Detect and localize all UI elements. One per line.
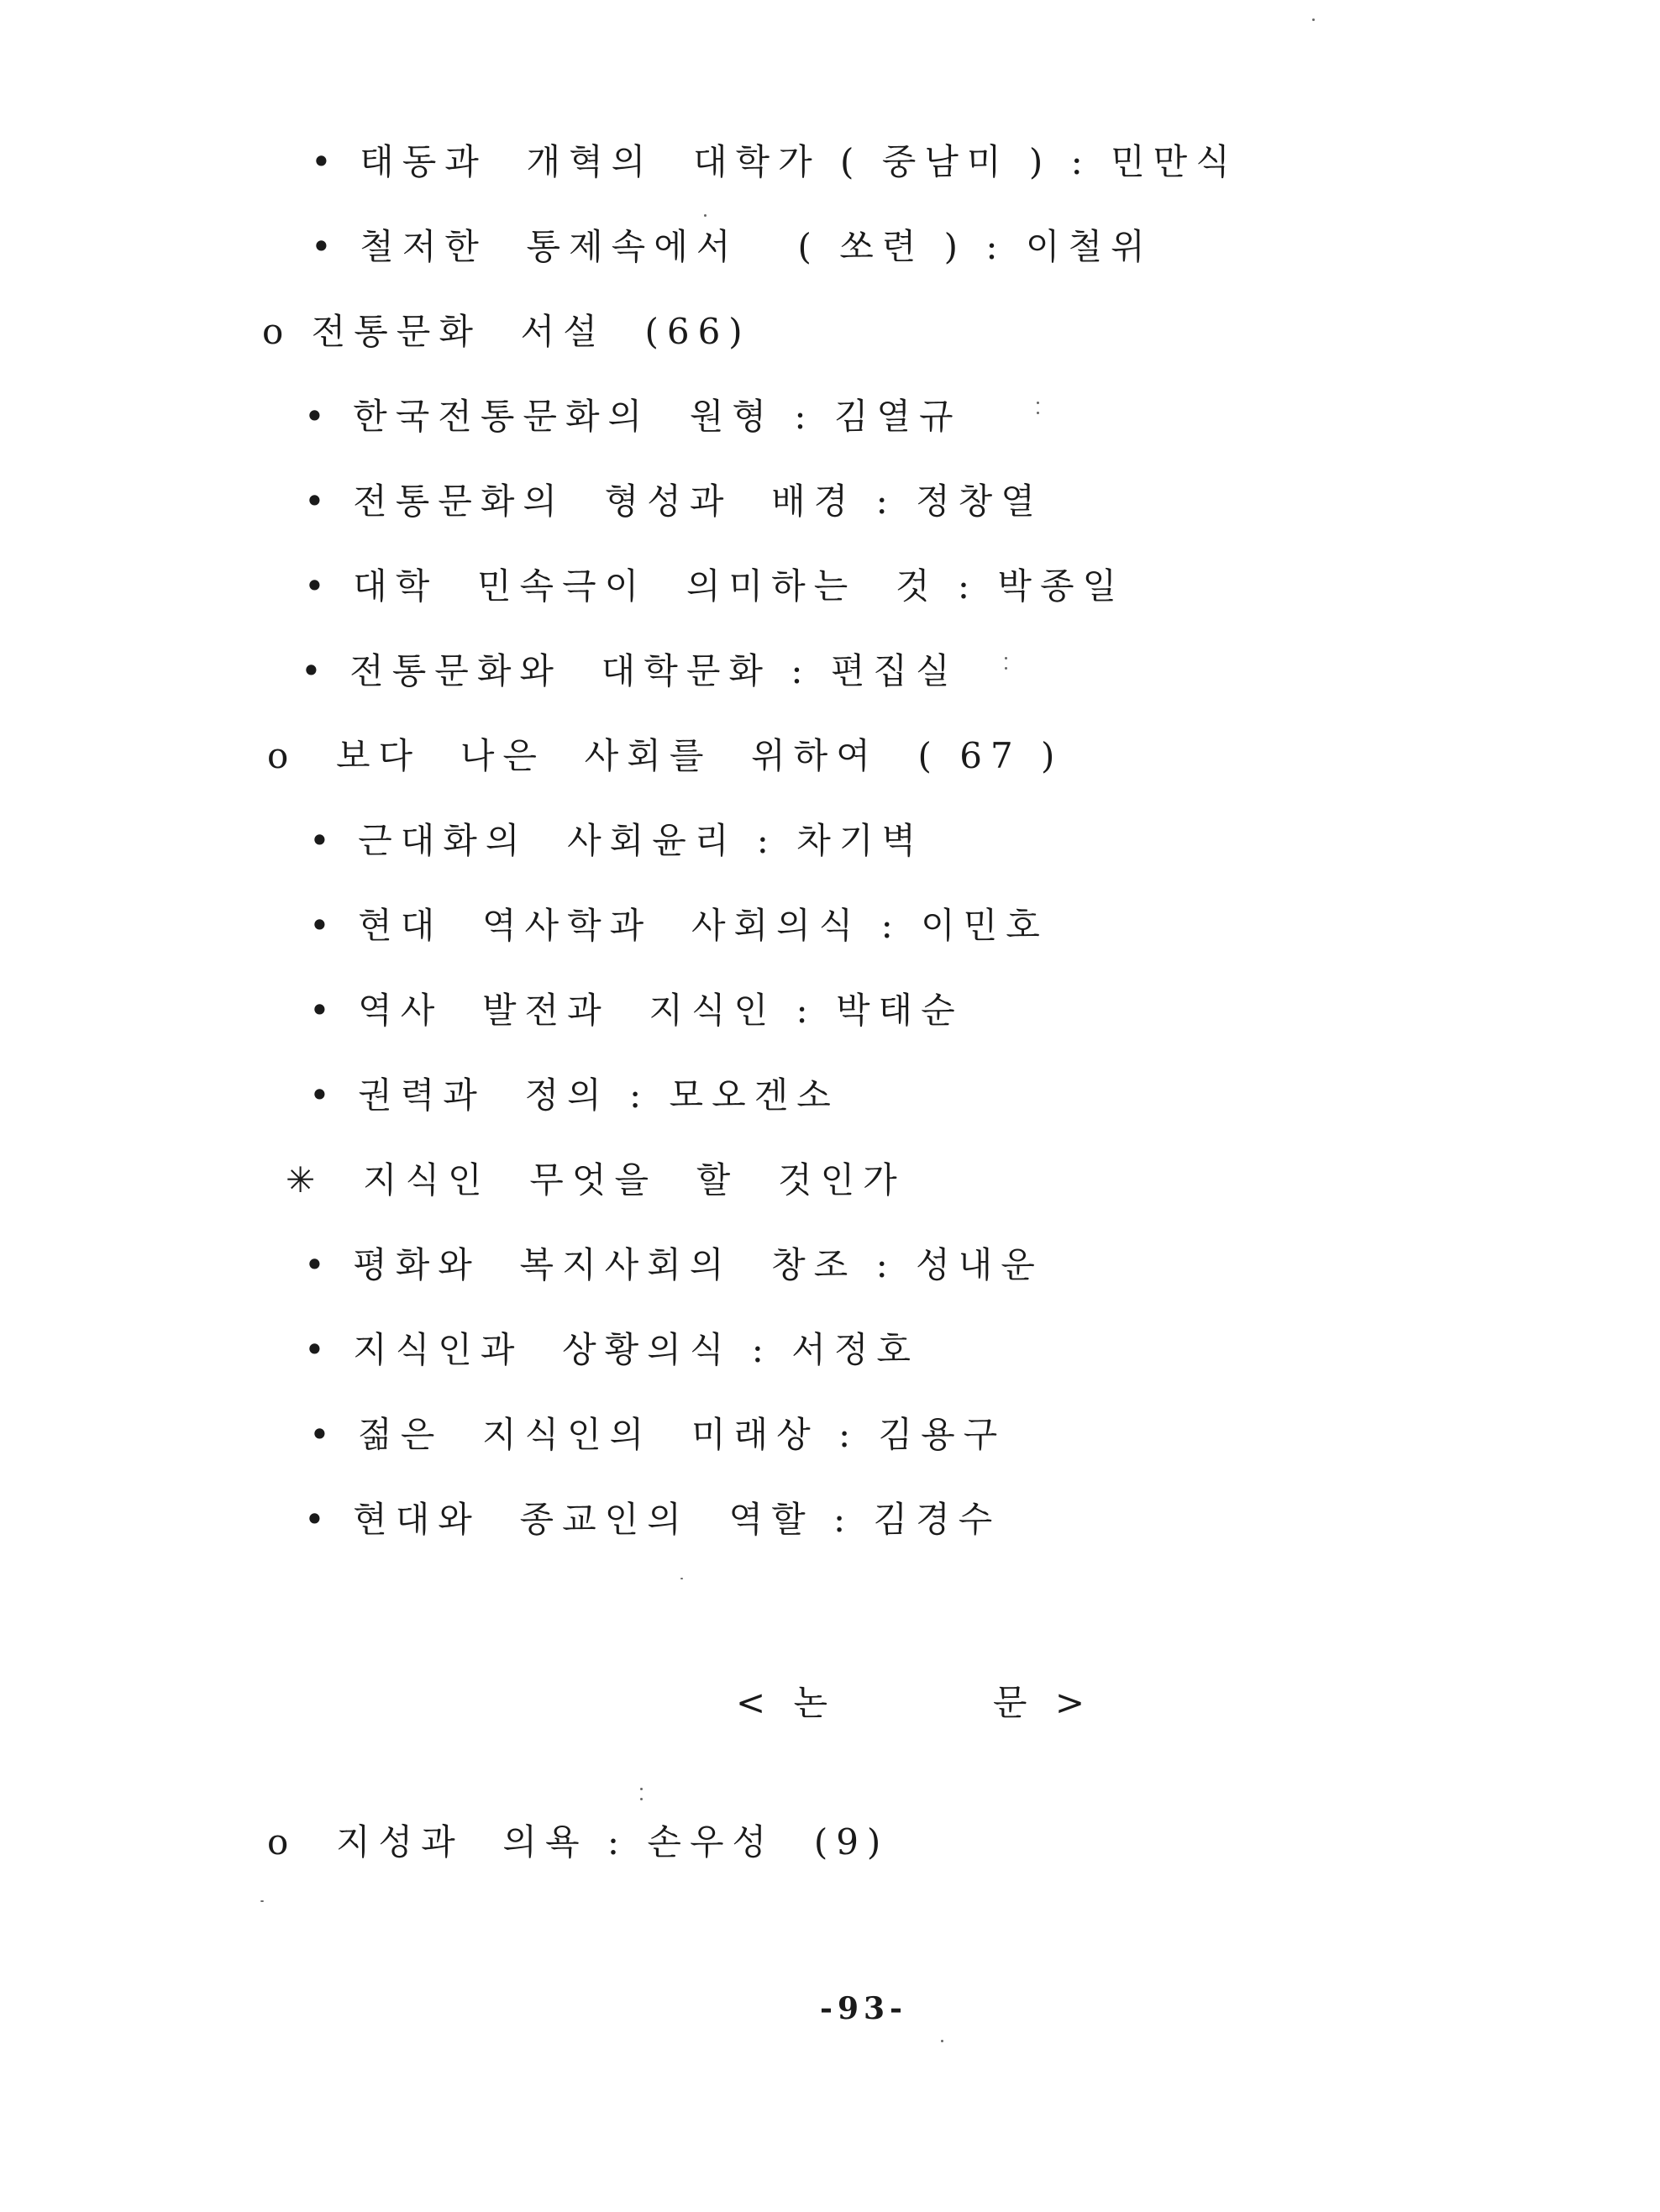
scan-speck xyxy=(640,1798,643,1800)
toc-entry: • 전통문화와 대학문화 : 편집실 xyxy=(301,650,959,691)
part-heading: < 논 문 > xyxy=(736,1682,1094,1723)
toc-entry: • 현대와 종교인의 역할 : 김경수 xyxy=(304,1499,1001,1540)
toc-entry: • 역사 발전과 지식인 : 박태순 xyxy=(309,990,964,1031)
section-heading: o 전통문화 서설 (66) xyxy=(262,311,751,352)
section-heading: o 보다 나은 사회를 위하여 ( 67 ) xyxy=(267,735,1064,776)
toc-entry: • 철저한 통제속에서 ( 쏘련 ) : 이철위 xyxy=(311,226,1153,267)
page-number: -93- xyxy=(820,1991,907,2026)
scan-speck xyxy=(1037,402,1039,404)
section-heading: ✳ 지식인 무엇을 할 것인가 xyxy=(286,1159,906,1201)
section-heading: o 지성과 의욕 : 손우성 (9) xyxy=(267,1821,890,1863)
scan-speck xyxy=(1005,667,1007,670)
toc-entry: • 대학 민속극이 의미하는 것 : 박종일 xyxy=(304,565,1126,607)
scan-speck xyxy=(1037,412,1039,414)
toc-entry: • 지식인과 상황의식 : 서정호 xyxy=(304,1329,919,1370)
toc-entry: • 평화와 복지사회의 창조 : 성내운 xyxy=(304,1244,1043,1285)
toc-entry: • 권력과 정의 : 모오겐소 xyxy=(309,1074,839,1116)
scan-speck xyxy=(680,1578,683,1579)
scan-speck xyxy=(640,1788,643,1790)
toc-entry: • 근대화의 사회윤리 : 차기벽 xyxy=(309,820,924,861)
scan-speck xyxy=(941,2040,943,2042)
toc-entry: • 전통문화의 형성과 배경 : 정창열 xyxy=(304,481,1043,522)
toc-entry: • 태동과 개혁의 대학가 ( 중남미 ) : 민만식 xyxy=(311,141,1238,182)
scan-speck xyxy=(1005,657,1007,659)
scan-speck xyxy=(1312,18,1315,21)
scan-speck xyxy=(260,1900,264,1902)
toc-entry: • 젊은 지식인의 미래상 : 김용구 xyxy=(309,1414,1006,1455)
toc-entry: • 한국전통문화의 원형 : 김열규 xyxy=(304,396,962,437)
scan-speck xyxy=(704,214,707,217)
toc-entry: • 현대 역사학과 사회의식 : 이민호 xyxy=(309,905,1048,946)
